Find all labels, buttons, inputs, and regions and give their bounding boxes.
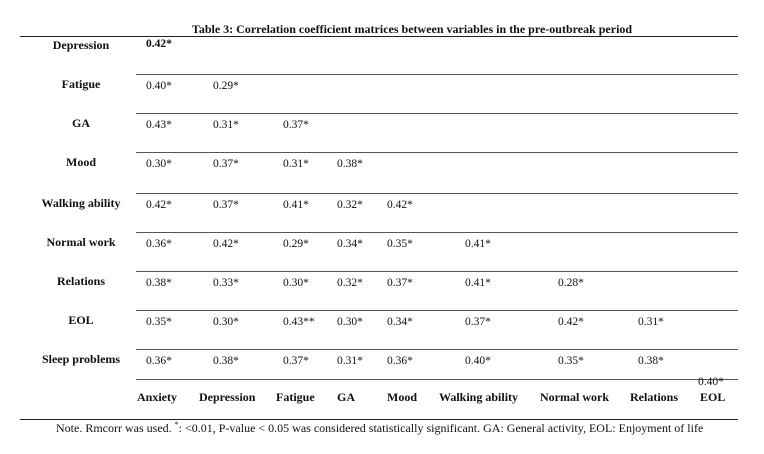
table-cell: 0.33*: [213, 277, 239, 289]
table-cell: 0.36*: [146, 238, 172, 250]
table-cell: 0.41*: [465, 238, 491, 250]
column-label: GA: [337, 390, 355, 404]
table-top-rule: [20, 36, 738, 37]
column-label: Relations: [630, 390, 678, 404]
table-cell: 0.31*: [283, 158, 309, 170]
table-cell: 0.38*: [337, 158, 363, 170]
table-cell: 0.29*: [283, 238, 309, 250]
table-cell: 0.38*: [146, 277, 172, 289]
table-cell: 0.30*: [283, 277, 309, 289]
column-label: EOL: [700, 390, 726, 404]
table-cell: 0.31*: [213, 119, 239, 131]
table-cell: 0.42*: [213, 238, 239, 250]
table-cell: 0.32*: [337, 199, 363, 211]
table-cell: 0.37*: [283, 355, 309, 367]
row-divider: [136, 152, 738, 153]
table-cell: 0.40*: [146, 80, 172, 92]
row-divider: [136, 379, 738, 380]
row-divider: [136, 74, 738, 75]
table-cell: 0.38*: [213, 355, 239, 367]
table-cell: 0.37*: [283, 119, 309, 131]
table-cell: 0.35*: [387, 238, 413, 250]
table-cell: 0.32*: [337, 277, 363, 289]
table-cell: 0.36*: [146, 355, 172, 367]
row-divider: [136, 349, 738, 350]
table-cell: 0.35*: [558, 355, 584, 367]
row-label: EOL: [68, 313, 94, 327]
table-cell: 0.31*: [638, 316, 664, 328]
table-cell: 0.43*: [146, 119, 172, 131]
row-label: Mood: [66, 155, 96, 169]
row-label: Fatigue: [61, 77, 101, 91]
column-label: Anxiety: [137, 390, 177, 404]
row-label: GA: [72, 116, 90, 130]
row-divider: [136, 113, 738, 114]
table-cell: 0.28*: [558, 277, 584, 289]
table-cell: 0.37*: [465, 316, 491, 328]
table-cell: 0.42*: [146, 199, 172, 211]
table-title: Table 3: Correlation coefficient matrices between variables in the pre-outbreak period: [191, 22, 633, 36]
table-cell: 0.40*: [698, 376, 724, 388]
table-cell: 0.30*: [146, 158, 172, 170]
note-prefix: Note. Rmcorr was used.: [56, 421, 172, 435]
row-divider: [136, 232, 738, 233]
row-divider: [136, 193, 738, 194]
table-cell: 0.34*: [337, 238, 363, 250]
column-label: Depression: [199, 390, 256, 404]
table-cell: 0.37*: [387, 277, 413, 289]
table-cell: 0.38*: [638, 355, 664, 367]
table-cell: 0.34*: [387, 316, 413, 328]
row-divider: [136, 310, 738, 311]
table-cell: 0.43**: [283, 316, 315, 328]
row-divider: [136, 271, 738, 272]
table-cell: 0.42*: [146, 38, 172, 50]
row-label: Walking ability: [41, 196, 121, 210]
note-star: *: [174, 420, 179, 429]
table-cell: 0.37*: [213, 199, 239, 211]
table-cell: 0.31*: [337, 355, 363, 367]
column-label: Fatigue: [276, 390, 315, 404]
table-cell: 0.36*: [387, 355, 413, 367]
row-label: Relations: [57, 274, 105, 288]
note-suffix: : <0.01, P-value < 0.05 was considered statistically significant. GA: General activity, EOL: Enjoyment of life: [178, 421, 704, 435]
table-cell: 0.42*: [558, 316, 584, 328]
row-label: Depression: [52, 38, 110, 52]
table-cell: 0.30*: [337, 316, 363, 328]
table-cell: 0.29*: [213, 80, 239, 92]
table-cell: 0.37*: [213, 158, 239, 170]
column-label: Normal work: [540, 390, 609, 404]
row-label: Sleep problems: [41, 352, 121, 366]
column-label: Walking ability: [439, 390, 519, 404]
table-cell: 0.35*: [146, 316, 172, 328]
table-cell: 0.41*: [283, 199, 309, 211]
table-note: [56, 420, 703, 436]
table-cell: 0.30*: [213, 316, 239, 328]
row-label: Normal work: [46, 235, 116, 249]
table-cell: 0.42*: [387, 199, 413, 211]
column-label: Mood: [387, 390, 417, 404]
table-cell: 0.40*: [465, 355, 491, 367]
table-cell: 0.41*: [465, 277, 491, 289]
